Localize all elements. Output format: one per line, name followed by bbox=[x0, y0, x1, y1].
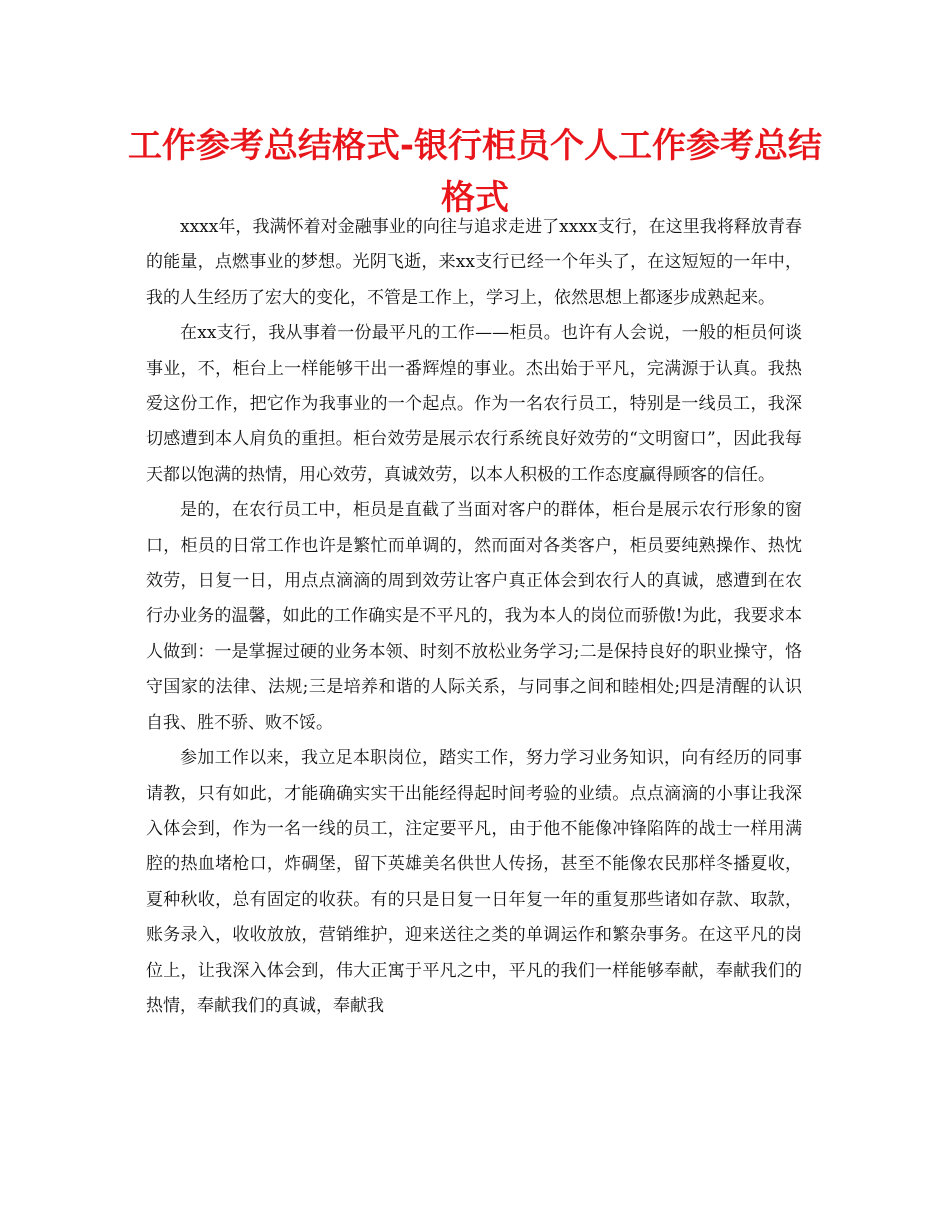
document-title: 工作参考总结格式-银行柜员个人工作参考总结格式 bbox=[127, 126, 823, 218]
paragraph-4: 参加工作以来，我立足本职岗位，踏实工作，努力学习业务知识，向有经历的同事请教，只有如此，才能确确实实干出能经得起时间考验的业绩。点点滴滴的小事让我深入体会到，作为一名一线的员工，注定要平凡，由于他不能像冲锋陷阵的战士一样用满腔的热血堵枪口，炸碉堡，留下英雄美名供世人传扬，甚至不能像农民那样冬播夏收，夏种秋收，总有固定的收获。有的只是日复一日年复一年的重复那些诸如存款、取款，账务录入，收收放放，营销维护，迎来送往之类的单调运作和繁杂事务。在这平凡的岗位上，让我深入体会到，伟大正寓于平凡之中，平凡的我们一样能够奉献，奉献我们的热情，奉献我们的真诚，奉献我 bbox=[146, 748, 802, 1016]
document-body bbox=[146, 210, 802, 1024]
paragraph-1: xxxx年，我满怀着对金融事业的向往与追求走进了xxxx支行，在这里我将释放青春的能量，点燃事业的梦想。光阴飞逝，来xx支行已经一个年头了，在这短短的一年中，我的人生经历了宏大的变化，不管是工作上，学习上，依然思想上都逐步成熟起来。 bbox=[146, 217, 802, 308]
paragraph-3: 是的，在农行员工中，柜员是直截了当面对客户的群体，柜台是展示农行形象的窗口，柜员的日常工作也许是繁忙而单调的，然而面对各类客户，柜员要纯熟操作、热忱效劳，日复一日，用点点滴滴的周到效劳让客户真正体会到农行人的真诚，感遭到在农行办业务的温馨，如此的工作确实是不平凡的，我为本人的岗位而骄傲!为此，我要求本人做到：一是掌握过硬的业务本领、时刻不放松业务学习;二是保持良好的职业操守，恪守国家的法律、法规;三是培养和谐的人际关系，与同事之间和睦相处;四是清醒的认识自我、胜不骄、败不馁。 bbox=[146, 500, 802, 733]
paragraph-2: 在xx支行，我从事着一份最平凡的工作——柜员。也许有人会说，一般的柜员何谈事业，不，柜台上一样能够干出一番辉煌的事业。杰出始于平凡，完满源于认真。我热爱这份工作，把它作为我事业的一个起点。作为一名农行员工，特别是一线员工，我深切感遭到本人肩负的重担。柜台效劳是展示农行系统良好效劳的“文明窗口”，因此我每天都以饱满的热情，用心效劳，真诚效劳，以本人积极的工作态度赢得顾客的信任。 bbox=[146, 323, 802, 485]
